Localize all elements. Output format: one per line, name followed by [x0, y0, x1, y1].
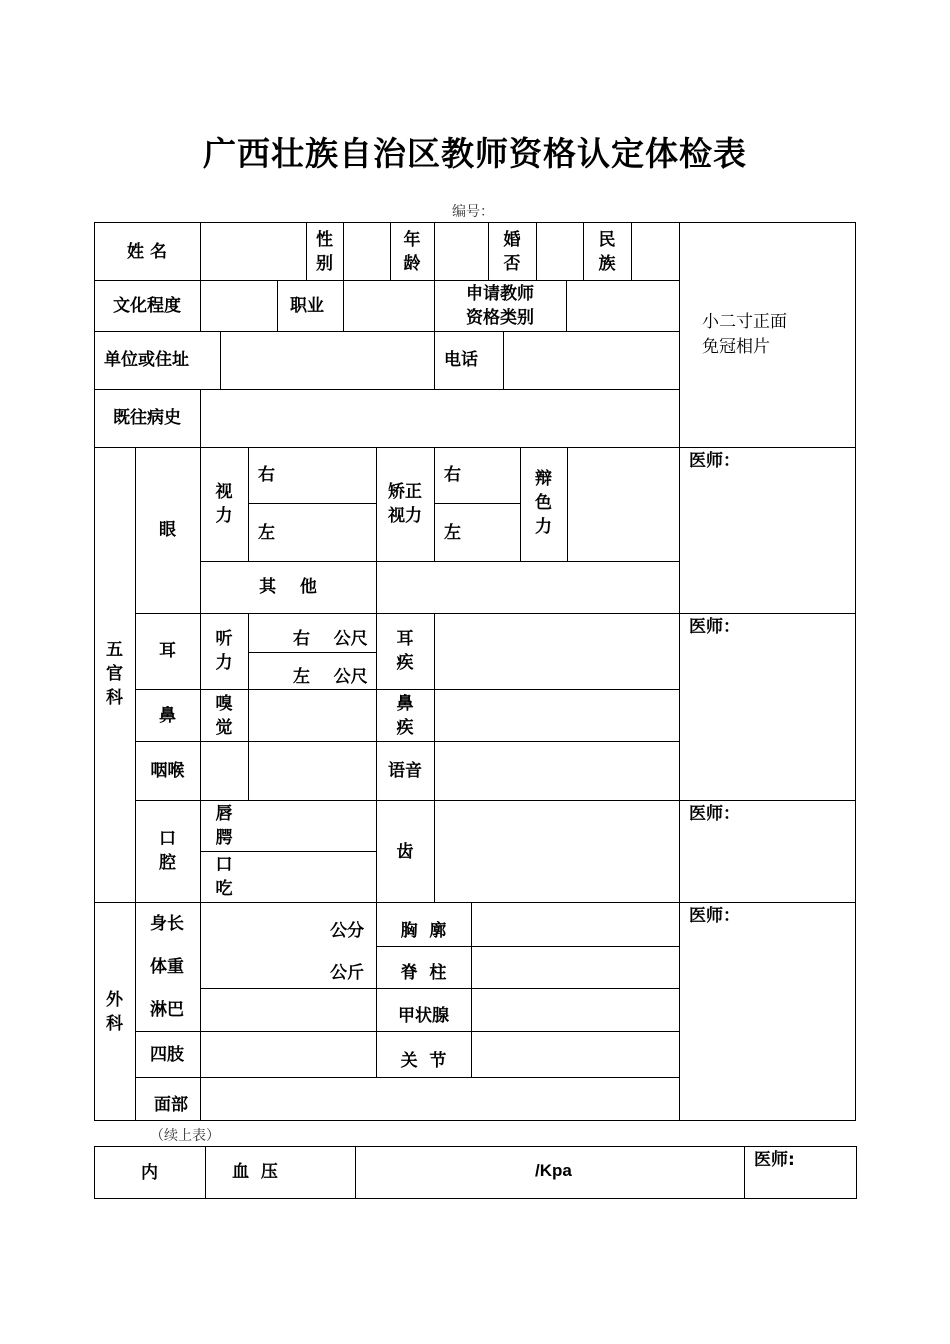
photo-placeholder-note: 小二寸正面 免冠相片 [702, 312, 787, 357]
vision-right-label: 右 [258, 465, 275, 485]
internal-dept-label: 内 [141, 1163, 158, 1183]
eye-other-label: 其 他 [259, 577, 317, 597]
education-label: 文化程度 [113, 296, 181, 316]
weight-label: 体重 [150, 957, 184, 977]
workplace-label: 单位或住址 [104, 350, 189, 370]
teeth-label: 齿 [396, 842, 414, 862]
occupation-label: 职业 [290, 296, 324, 316]
blood-pressure-unit: /Kpa [535, 1161, 572, 1180]
hearing-left-meters: 左 公尺 [293, 667, 368, 687]
form-title: 广西壮族自治区教师资格认定体检表 [203, 134, 747, 173]
surgery-doctor-label: 医师： [689, 906, 740, 926]
voice-label: 语音 [388, 761, 422, 781]
eye-doctor-label: 医师： [689, 451, 740, 471]
joints-label: 关 节 [400, 1051, 447, 1071]
corrected-vision-label: 矫正 视力 [388, 482, 422, 526]
corrected-right-label: 右 [444, 465, 461, 485]
lymph-label: 淋巴 [150, 1000, 184, 1020]
gender-label: 性 别 [316, 230, 333, 274]
face-label: 面部 [154, 1095, 188, 1115]
teacher-cert-type-label: 申请教师 资格类别 [466, 284, 534, 328]
vision-label: 视 力 [215, 482, 233, 526]
height-unit: 公分 [330, 921, 364, 941]
hearing-right-meters: 右 公尺 [293, 629, 368, 649]
blood-pressure-label: 血 压 [232, 1162, 278, 1182]
vision-left-label: 左 [258, 523, 275, 543]
spine-label: 脊 柱 [400, 963, 447, 983]
serial-number-label: 编号： [452, 204, 494, 220]
surgery-dept-label: 外 科 [106, 990, 123, 1034]
ear-disease-label: 耳 疾 [396, 629, 414, 673]
ethnicity-label: 民 族 [598, 230, 616, 274]
lips-palate-label: 唇 腭 [215, 804, 233, 848]
married-label: 婚 否 [503, 230, 521, 274]
nose-disease-label: 鼻 疾 [396, 694, 414, 738]
color-vision-label: 辩 色 力 [535, 469, 552, 537]
continued-table-note: （续上表） [150, 1128, 220, 1144]
age-label: 年 龄 [403, 230, 421, 274]
facial-dept-label: 五 官 科 [106, 640, 123, 708]
ear-doctor-label: 医师： [689, 617, 740, 637]
chest-label: 胸 廓 [400, 921, 447, 941]
phone-label: 电话 [444, 350, 478, 370]
hearing-label: 听 力 [215, 629, 233, 673]
oral-cavity-label: 口 腔 [159, 829, 176, 873]
limbs-label: 四肢 [150, 1045, 184, 1065]
eye-label: 眼 [159, 520, 176, 540]
throat-label: 咽喉 [150, 761, 185, 781]
oral-doctor-label: 医师： [689, 804, 740, 824]
thyroid-label: 甲状腺 [398, 1006, 449, 1026]
medical-history-label: 既往病史 [113, 408, 181, 428]
height-label: 身长 [150, 914, 184, 934]
internal-doctor-label: 医师: [754, 1150, 795, 1170]
name-label: 姓 名 [127, 242, 167, 262]
weight-unit: 公斤 [330, 963, 364, 983]
nose-label: 鼻 [159, 706, 176, 726]
ear-label: 耳 [159, 641, 176, 661]
stutter-label: 口 吃 [215, 855, 233, 899]
smell-label: 嗅 觉 [215, 694, 233, 738]
corrected-left-label: 左 [444, 523, 461, 543]
